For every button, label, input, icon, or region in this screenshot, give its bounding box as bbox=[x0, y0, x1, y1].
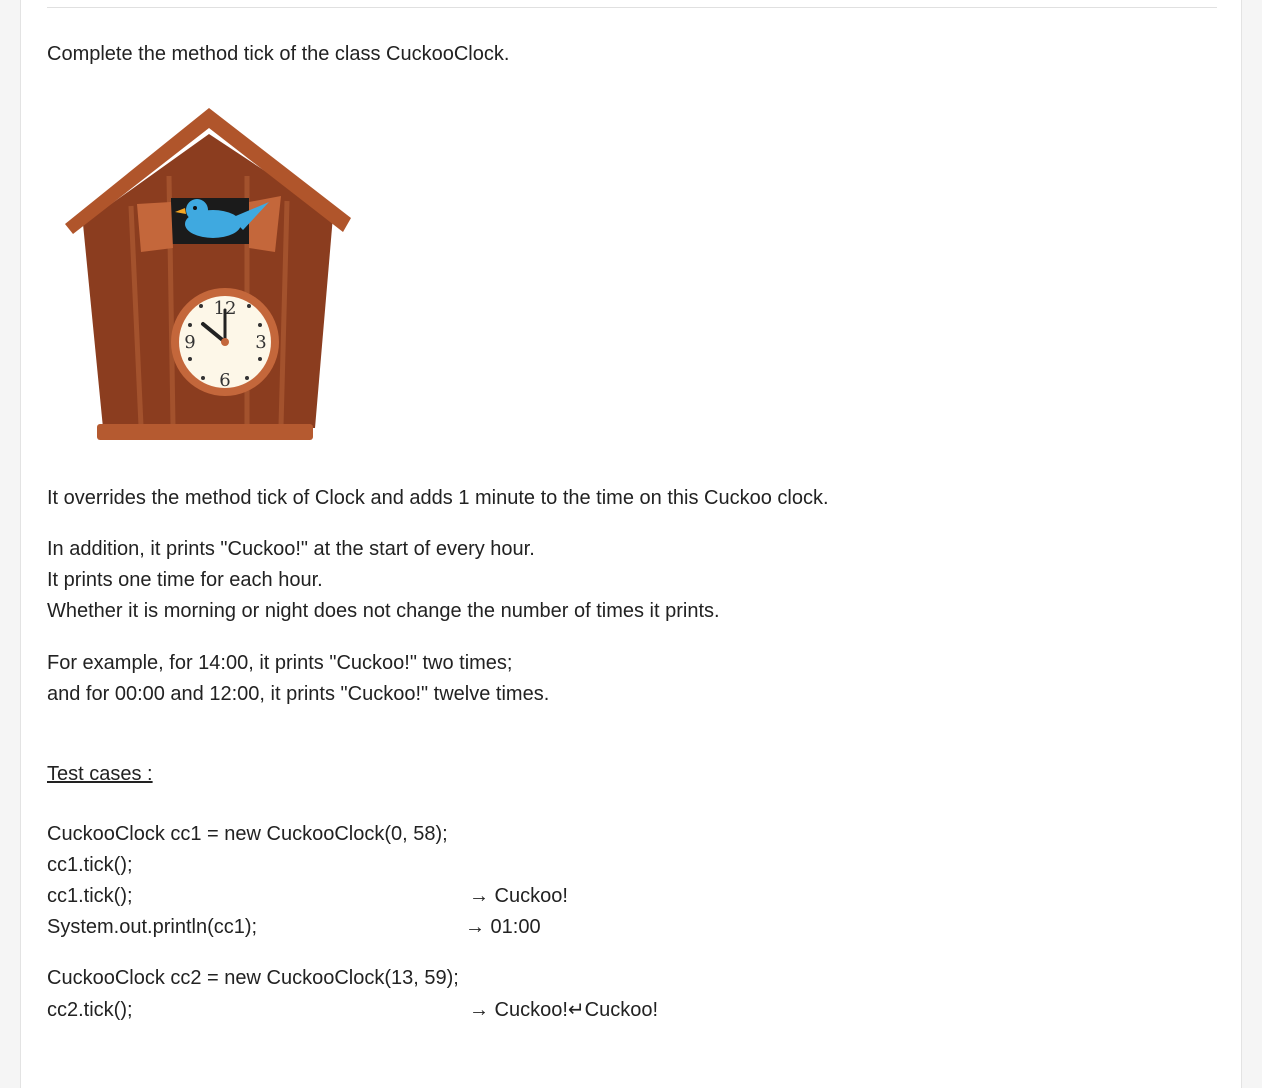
dial-number-3: 3 bbox=[255, 332, 267, 353]
description-line-4: Whether it is morning or night does not change the number of times it prints. bbox=[47, 600, 720, 622]
clock-base bbox=[97, 424, 313, 440]
description-line-3: It prints one time for each hour. bbox=[47, 569, 323, 591]
dial-number-6: 6 bbox=[219, 370, 231, 391]
clock-dial bbox=[171, 288, 279, 396]
output-3: → Cuckoo!↵Cuckoo! bbox=[469, 999, 659, 1021]
code-line-1: CuckooClock cc1 = new CuckooClock(0, 58); bbox=[47, 823, 448, 845]
description-line-5: For example, for 14:00, it prints "Cuckoo!" two times; bbox=[47, 652, 513, 674]
output-1: → Cuckoo! bbox=[469, 885, 568, 907]
code-line-3: cc1.tick(); bbox=[47, 885, 133, 907]
description-line-6: and for 00:00 and 12:00, it prints "Cuckoo!" twelve times. bbox=[47, 683, 550, 705]
output-2: → 01:00 bbox=[465, 916, 541, 938]
description-line-1: It overrides the method tick of Clock and adds 1 minute to the time on this Cuckoo clock. bbox=[47, 487, 829, 509]
code-line-4: System.out.println(cc1); bbox=[47, 916, 258, 938]
dial-number-9: 9 bbox=[184, 332, 196, 353]
dial-number-12: 12 bbox=[213, 298, 237, 319]
description-line-2: In addition, it prints "Cuckoo!" at the start of every hour. bbox=[47, 538, 535, 560]
test-cases-heading: Test cases : bbox=[47, 763, 153, 785]
code-line-5: CuckooClock cc2 = new CuckooClock(13, 59); bbox=[47, 967, 459, 989]
code-line-6: cc2.tick(); bbox=[47, 999, 133, 1021]
intro-text: Complete the method tick of the class CuckooClock. bbox=[47, 43, 510, 65]
top-divider bbox=[47, 7, 1217, 8]
question-card bbox=[20, 0, 1242, 1088]
code-line-2: cc1.tick(); bbox=[47, 854, 133, 876]
cuckoo-clock-illustration bbox=[61, 106, 361, 451]
left-door bbox=[137, 202, 173, 252]
